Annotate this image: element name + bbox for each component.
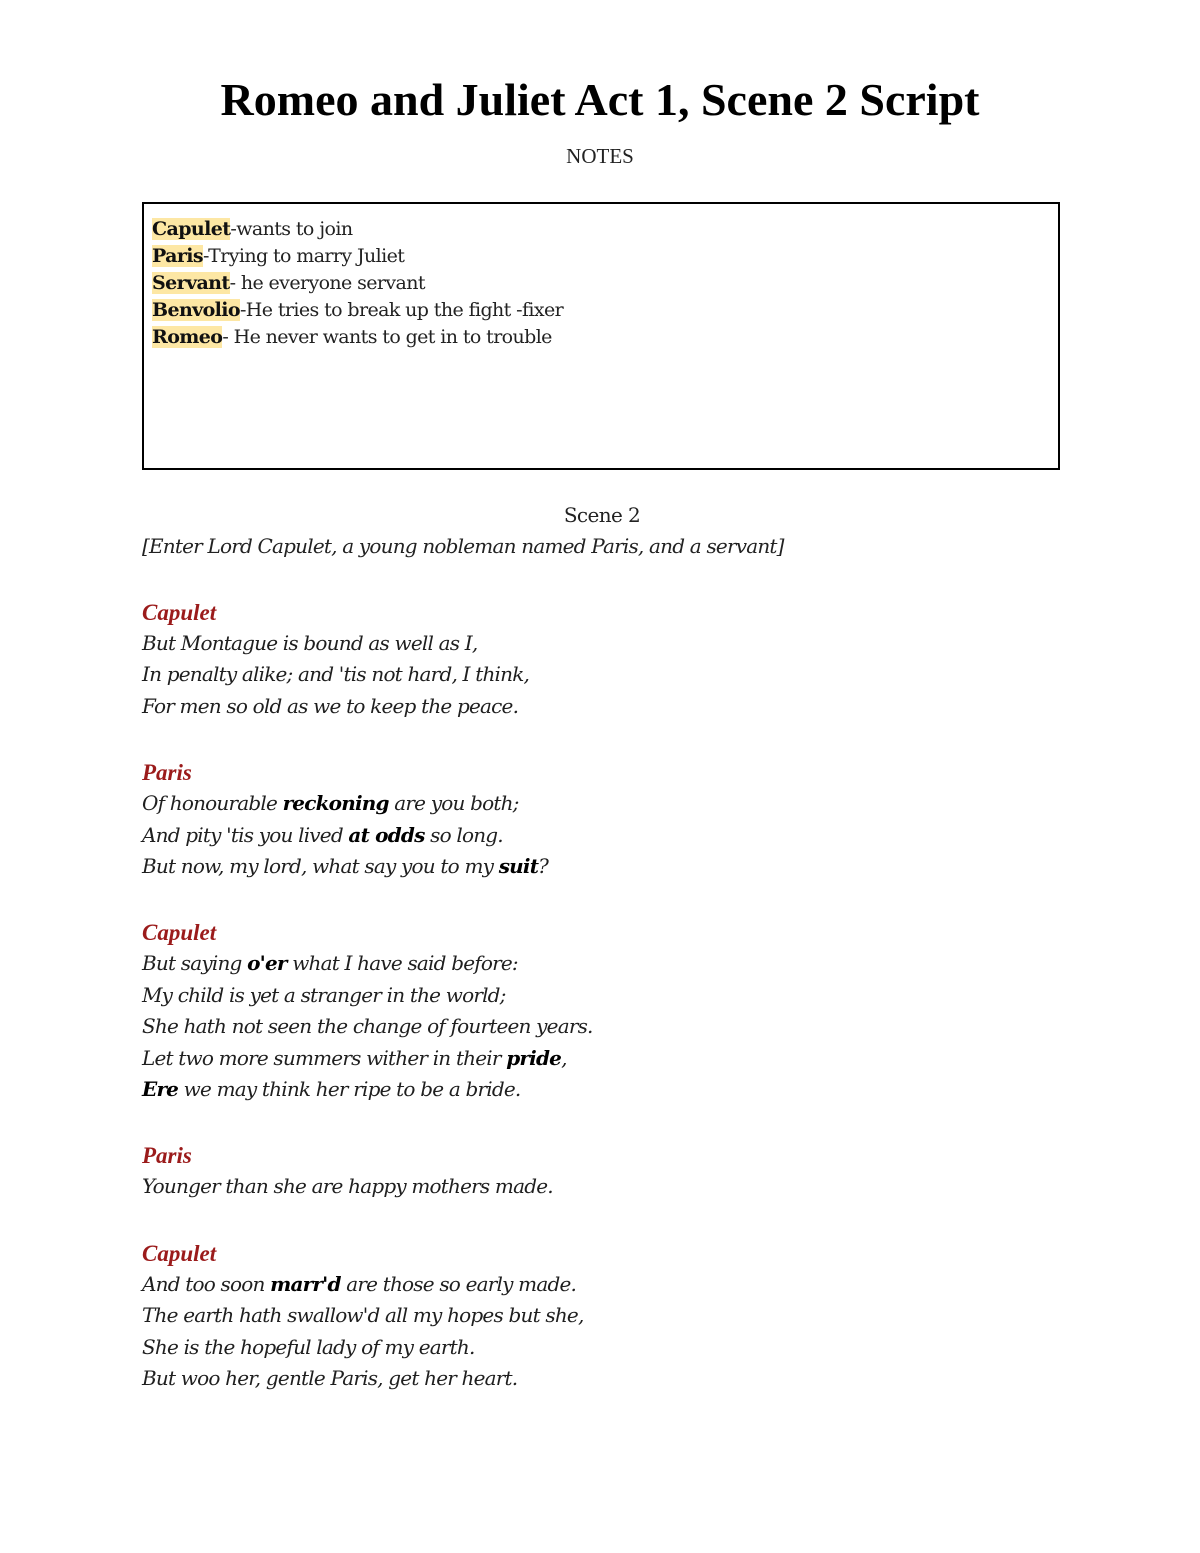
verse-line: In penalty alike; and 'tis not hard, I think, [142,662,530,687]
note-line-romeo [152,324,563,351]
glossed-word: at odds [348,822,425,847]
verse-line: She hath not seen the change of fourteen years. [142,1014,593,1039]
note-text: - he everyone servant [229,272,425,294]
scene-heading: Scene 2 [563,503,641,527]
note-line-capulet [152,216,563,243]
verse-line: Ere we may think her ripe to be a bride. [142,1077,521,1102]
glossed-word: pride [506,1045,562,1070]
speech-paris-2 [142,1140,1062,1202]
speaker-name: Capulet [142,920,217,946]
note-character-name: Servant [152,272,230,294]
verse-line: Let two more summers wither in their pride, [142,1045,567,1070]
verse-line: For men so old as we to keep the peace. [142,693,519,718]
note-line-servant [152,270,563,297]
note-text: -He tries to break up the fight -fixer [239,299,564,321]
verse-line: The earth hath swallow'd all my hopes but she, [142,1303,584,1328]
note-text: -Trying to marry Juliet [203,245,405,267]
speaker-name: Capulet [142,600,217,625]
speech-paris-1 [142,757,1062,882]
note-character-name: Paris [152,245,204,267]
note-text: - He never wants to get in to trouble [222,326,552,348]
notes-label: NOTES [566,144,634,168]
verse-line: She is the hopeful lady of my earth. [142,1334,475,1359]
verse-line: But Montague is bound as well as I, [142,631,478,655]
note-character-name: Capulet [152,218,231,240]
verse-line: Younger than she are happy mothers made. [142,1174,553,1199]
note-text: -wants to join [230,218,353,240]
stage-direction: [Enter Lord Capulet, a young nobleman named Paris, and a servant] [142,534,784,558]
document-title: Romeo and Juliet Act 1, Scene 2 Script [220,74,980,125]
verse-line: Of honourable reckoning are you both; [142,791,519,816]
speaker-name: Capulet [142,1240,217,1266]
speech-capulet-3 [142,1238,1062,1395]
glossed-word: Ere [142,1077,179,1102]
verse-line: And too soon marr'd are those so early made. [142,1271,577,1296]
glossed-word: suit [498,854,539,879]
note-character-name: Romeo [152,326,223,348]
speaker-name: Paris [142,1143,192,1169]
verse-line: My child is yet a stranger in the world; [142,982,506,1007]
verse-line: But now, my lord, what say you to my suit? [142,854,549,879]
notes-box [142,202,1060,470]
glossed-word: reckoning [282,791,389,816]
glossed-word: o'er [247,951,287,976]
note-line-paris [152,243,563,270]
glossed-word: marr'd [270,1271,341,1296]
speaker-name: Paris [142,760,192,786]
notes-list [152,216,563,351]
speech-capulet-1 [142,597,1062,722]
verse-line: But woo her, gentle Paris, get her heart. [142,1366,518,1391]
note-character-name: Benvolio [152,299,240,321]
verse-line: And pity 'tis you lived at odds so long. [142,822,503,847]
verse-line: But saying o'er what I have said before: [142,951,518,976]
note-line-benvolio [152,297,563,324]
script-body [142,500,1062,1395]
speech-capulet-2 [142,917,1062,1105]
